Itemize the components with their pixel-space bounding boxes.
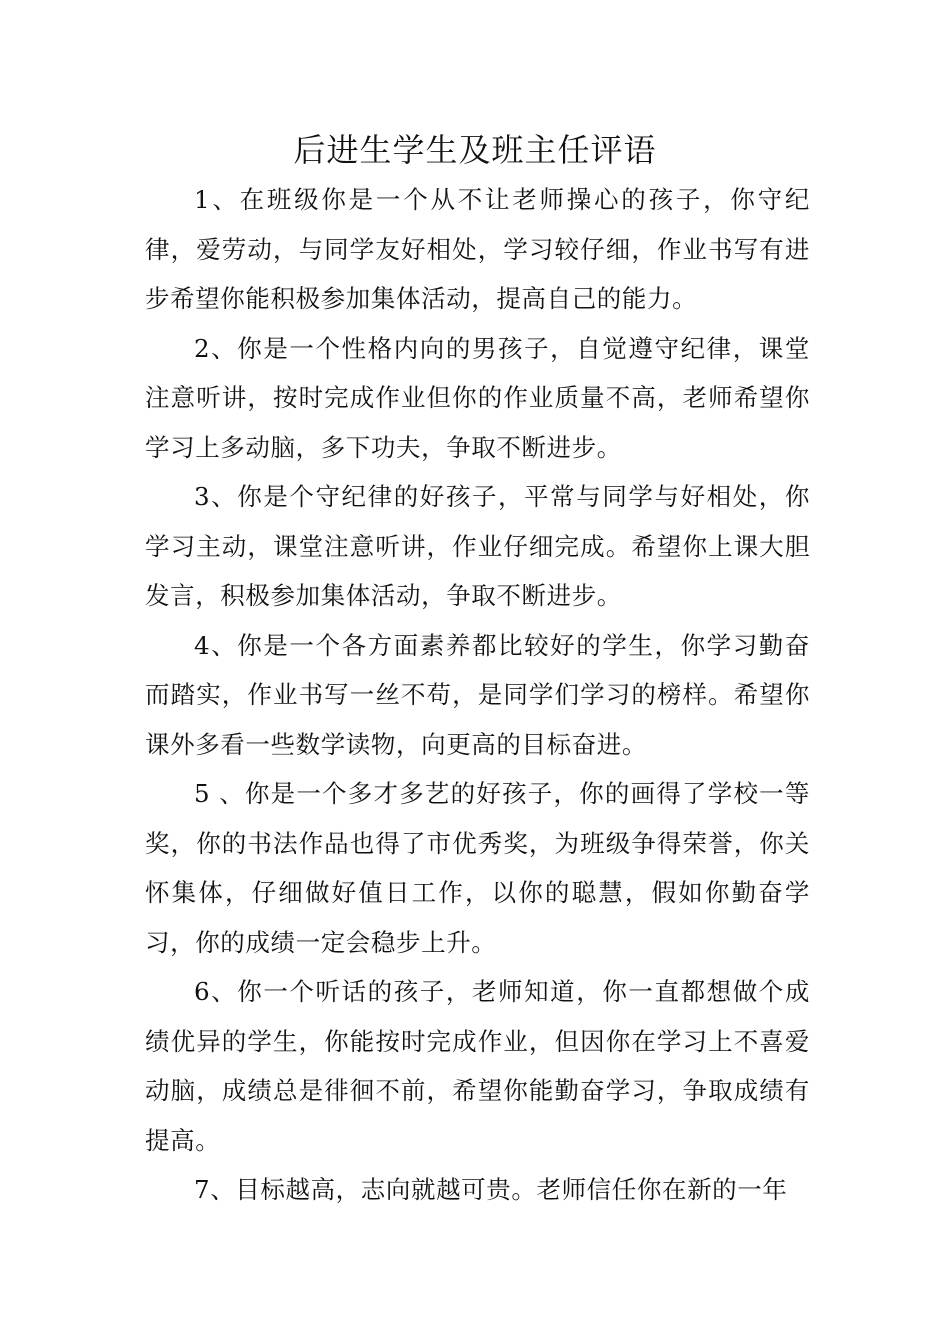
comment-paragraph-1: 1、在班级你是一个从不让老师操心的孩子，你守纪律，爱劳动，与同学友好相处，学习较仔细，作业书写有进步希望你能积极参加集体活动，提高自己的能力。 [145,185,810,313]
document-title: 后进生学生及班主任评语 [293,131,657,169]
comment-paragraph-2: 2、你是一个性格内向的男孩子，自觉遵守纪律，课堂注意听讲，按时完成作业但你的作业质量不高，老师希望你学习上多动脑，多下功夫，争取不断进步。 [145,333,810,462]
comment-paragraph-4: 4、你是一个各方面素养都比较好的学生，你学习勤奋而踏实，作业书写一丝不苟，是同学们学习的榜样。希望你课外多看一些数学读物，向更高的目标奋进。 [145,630,810,759]
comment-paragraph-3: 3、你是个守纪律的好孩子，平常与同学与好相处，你学习主动，课堂注意听讲，作业仔细完成。希望你上课大胆发言，积极参加集体活动，争取不断进步。 [145,482,810,610]
comment-paragraph-7: 7、目标越高，志向就越可贵。老师信任你在新的一年 [194,1175,788,1204]
comment-paragraph-5: 5 、你是一个多才多艺的好孩子，你的画得了学校一等奖，你的书法作品也得了市优秀奖，为班级争得荣誉，你关怀集体，仔细做好值日工作，以你的聪慧，假如你勤奋学习，你的成绩一定会稳步上升。 [145,779,810,957]
comment-paragraph-6: 6、你一个听话的孩子，老师知道，你一直都想做个成绩优异的学生，你能按时完成作业，但因你在学习上不喜爱动脑，成绩总是徘徊不前，希望你能勤奋学习，争取成绩有提高。 [145,977,810,1155]
document-body [145,175,810,1215]
